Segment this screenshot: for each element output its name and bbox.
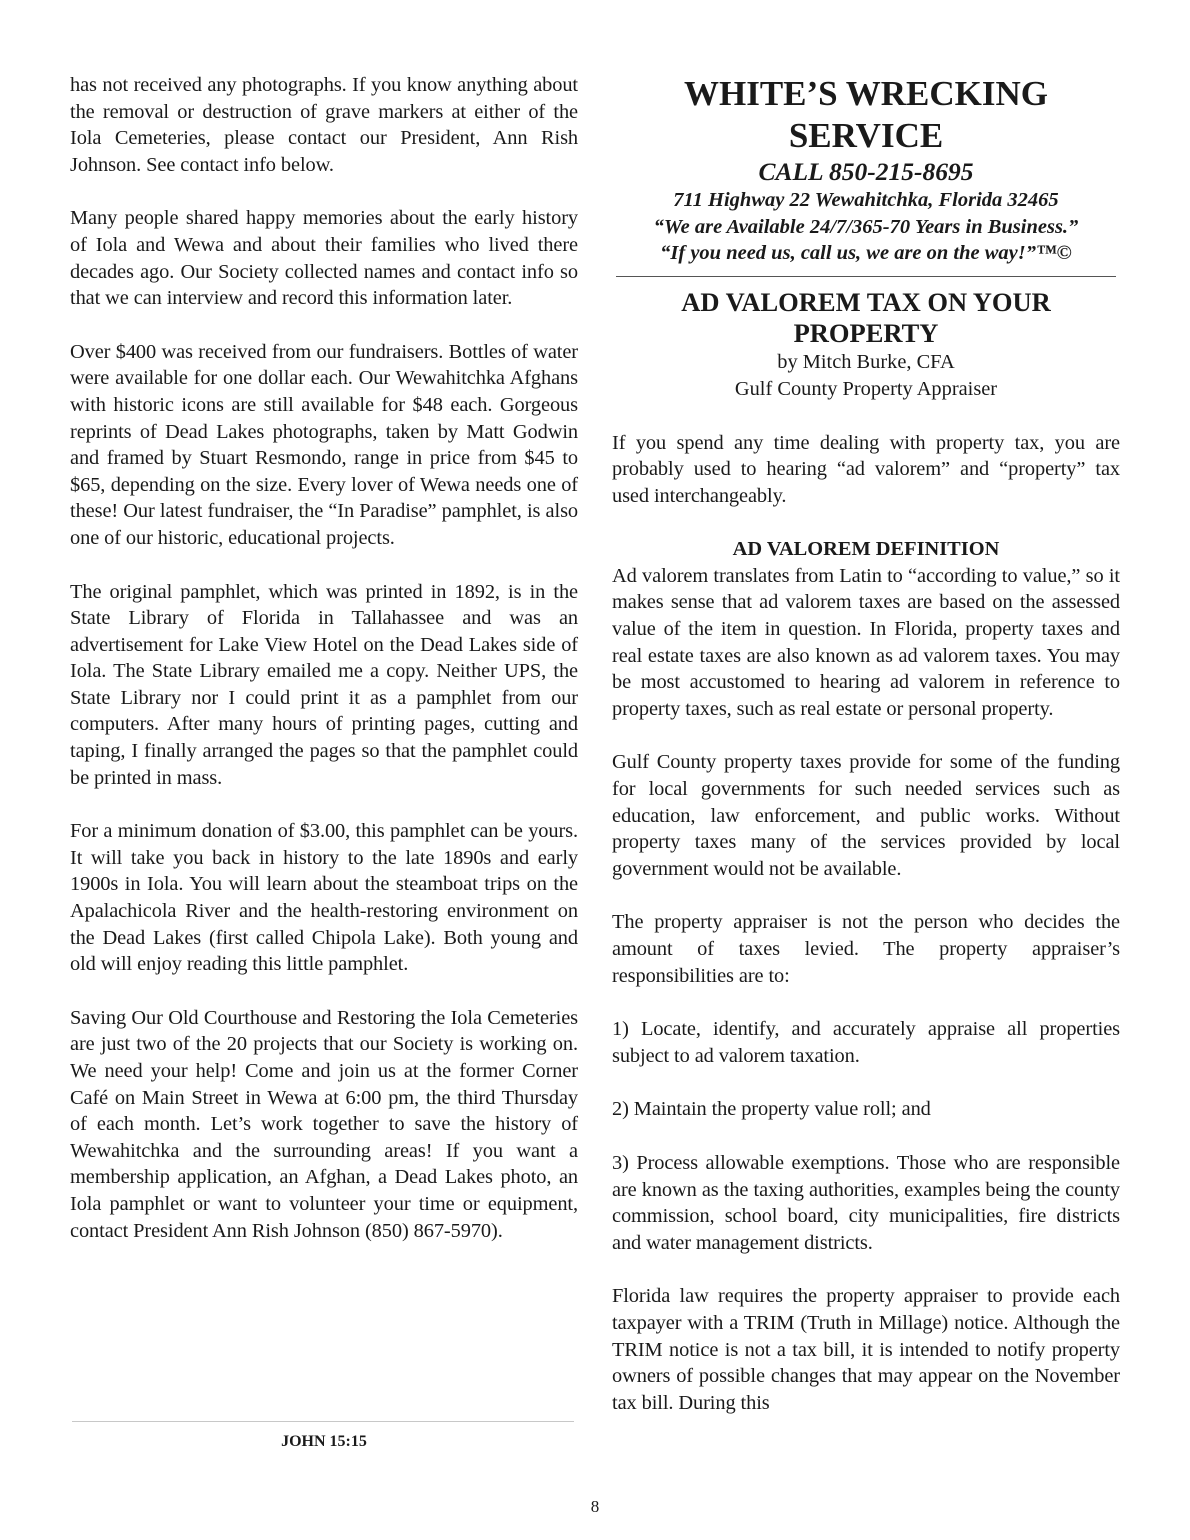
ad-address: 711 Highway 22 Wewahitchka, Florida 32465 — [673, 189, 1059, 211]
article-byline-author: by Mitch Burke, CFA — [777, 350, 955, 373]
article-appraiser-role: The property appraiser is not the person who decides the amount of taxes levied. The property appraiser’s responsibilities are to: — [612, 911, 1120, 987]
article-title-line2: PROPERTY — [793, 317, 939, 348]
footer-verse: JOHN 15:15 — [281, 1433, 367, 1450]
wrecking-service-ad — [612, 74, 1120, 267]
paragraph-fundraisers: Over $400 was received from our fundraisers. Bottles of water were available for one dollar each. Our Wewahitchka Afghans with historic icons are still available for $48 each. Gorgeous reprints of Dead Lakes photographs, taken by Matt Godwin and framed by Stuart Resmondo, range in price from $45 to $65, depending on the size. Every lover of Wewa needs one of these! Our latest fundraiser, the “In Paradise” pamphlet, is also one of our historic, educational projects. — [70, 340, 578, 549]
article-trim-notice: Florida law requires the property appraiser to provide each taxpayer with a TRIM (Truth in Millage) notice. Although the TRIM notice is not a tax bill, it is intended to notify property owners of possible changes that may appear on the November tax bill. During this — [612, 1285, 1120, 1414]
article-byline-title: Gulf County Property Appraiser — [734, 377, 998, 400]
article-list-item-1: 1) Locate, identify, and accurately appraise all properties subject to ad valorem taxation. — [612, 1018, 1120, 1067]
paragraph-minimum-donation: For a minimum donation of $3.00, this pamphlet can be yours. It will take you back in history to the late 1890s and early 1900s in Iola. You will learn about the steamboat trips on the Apalachicola River and the health-restoring environment on the Dead Lakes (first called Chipola Lake). Both young and old will enjoy reading this little pamphlet. — [70, 820, 578, 976]
article — [612, 287, 1120, 1417]
article-subhead: AD VALOREM DEFINITION — [732, 538, 1000, 561]
ad-title-line2: SERVICE — [788, 116, 944, 155]
ad-divider — [616, 276, 1116, 277]
article-definition: Ad valorem translates from Latin to “according to value,” so it makes sense that ad valorem taxes are based on the assessed value of the item in question. In Florida, property taxes and real estate taxes are also known as ad valorem taxes. You may be most accustomed to hearing ad valorem in reference to property taxes, such as real estate or personal property. — [612, 564, 1120, 720]
page-number: 8 — [590, 1497, 600, 1516]
left-column — [70, 72, 578, 1271]
right-column — [612, 72, 1120, 1416]
article-intro: If you spend any time dealing with property tax, you are probably used to hearing “ad valorem” and “property” tax used interchangeably. — [612, 431, 1120, 507]
ad-tagline-on-the-way: “If you need us, call us, we are on the way!”™© — [660, 242, 1072, 264]
paragraph-saving-courthouse: Saving Our Old Courthouse and Restoring the Iola Cemeteries are just two of the 20 projects that our Society is working on. We need your help! Come and join us at the former Corner Café on Main Street in Wewa at 6:00 pm, the third Thursday of each month. Let’s work together to save the history of Wewahitchka and the surrounding areas! If you want a membership application, an Afghan, a Dead Lakes photo, an Iola pamphlet or want to volunteer your time or equipment, contact President Ann Rish Johnson (850) 867-5970). — [70, 1006, 578, 1242]
article-list-item-2: 2) Maintain the property value roll; and — [612, 1098, 931, 1121]
paragraph-original-pamphlet: The original pamphlet, which was printed in 1892, is in the State Library of Florida in Tallahassee and was an advertisement for Lake View Hotel on the Dead Lakes side of Iola. The State Library emailed me a copy. Neither UPS, the State Library nor I could print it as a pamphlet from our computers. After many hours of printing pages, cutting and taping, I finally arranged the pages so that the pamphlet could be printed in mass. — [70, 580, 578, 789]
paragraph-happy-memories: Many people shared happy memories about the early history of Iola and Wewa and about their families who lived there decades ago. Our Society collected names and contact info so that we can interview and record this information later. — [70, 207, 578, 310]
article-list-item-3: 3) Process allowable exemptions. Those who are responsible are known as the taxing authorities, examples being the county commission, school board, city municipalities, fire districts and water management districts. — [612, 1151, 1120, 1254]
ad-tagline-availability: “We are Available 24/7/365-70 Years in Business.” — [653, 215, 1079, 238]
ad-title-line1: WHITE’S WRECKING — [683, 74, 1048, 113]
paragraph-grave-markers: has not received any photographs. If you know anything about the removal or destruction of grave markers at either of the Iola Cemeteries, please contact our President, Ann Rish Johnson. See contact info below. — [70, 74, 578, 176]
article-title-line1: AD VALOREM TAX ON YOUR — [681, 286, 1051, 317]
ad-phone: CALL 850-215-8695 — [758, 157, 974, 186]
article-funding: Gulf County property taxes provide for some of the funding for local governments for such needed services such as education, law enforcement, and public works. Without property taxes many of the services provided by local government would not be available. — [612, 751, 1120, 880]
left-column-divider — [72, 1421, 574, 1422]
